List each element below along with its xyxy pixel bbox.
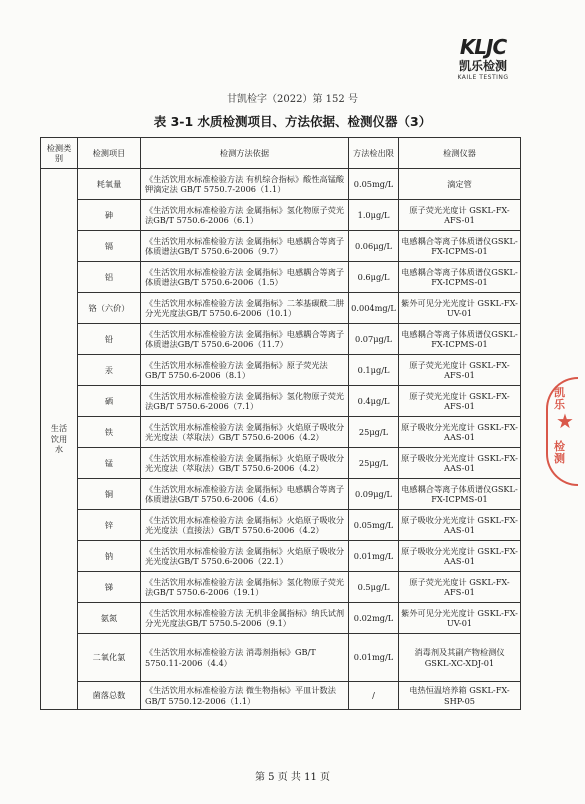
instrument-cell: 原子吸收分光光度计 GSKL-FX-AAS-01 [399,448,521,479]
instrument-cell: 电感耦合等离子体质谱仪GSKL-FX-ICPMS-01 [399,324,521,355]
method-cell: 《生活饮用水标准检验方法 金属指标》电感耦合等离子体质谱法GB/T 5750.6-2006（4.6） [141,479,349,510]
instrument-cell: 电热恒温培养箱 GSKL-FX-SHP-05 [399,682,521,710]
page-footer: 第 5 页 共 11 页 [255,772,330,783]
item-cell: 耗氧量 [78,169,141,200]
limit-cell: 0.01mg/L [349,634,399,682]
item-cell: 二氧化氯 [78,634,141,682]
method-cell: 《生活饮用水标准检验方法 金属指标》氢化物原子荧光法GB/T 5750.6-2006（7.1） [141,386,349,417]
item-cell: 锑 [78,572,141,603]
item-cell: 菌落总数 [78,682,141,710]
method-cell: 《生活饮用水标准检验方法 金属指标》火焰原子吸收分光光度法（萃取法）GB/T 5750.6-2006（4.2） [141,448,349,479]
item-cell: 铝 [78,262,141,293]
table-row [41,572,521,603]
table-row [41,293,521,324]
limit-cell: / [349,682,399,710]
item-cell: 砷 [78,200,141,231]
method-cell: 《生活饮用水标准检验方法 金属指标》电感耦合等离子体质谱法GB/T 5750.6-2006（9.7） [141,231,349,262]
seal-text-bottom: 检测 [554,440,565,465]
method-cell: 《生活饮用水标准检验方法 金属指标》电感耦合等离子体质谱法GB/T 5750.6-2006（11.7） [141,324,349,355]
instrument-cell: 消毒剂及其副产物检测仪 GSKL-XC-XDJ-01 [399,634,521,682]
table-row [41,386,521,417]
limit-cell: 0.05mg/L [349,510,399,541]
limit-cell: 0.02mg/L [349,603,399,634]
table-row [41,262,521,293]
company-logo [448,36,518,94]
item-cell: 汞 [78,355,141,386]
logo-english-name: KAILE TESTING [457,74,509,81]
table-row [41,510,521,541]
instrument-cell: 滴定管 [399,169,521,200]
method-cell: 《生活饮用水标准检验方法 金属指标》电感耦合等离子体质谱法GB/T 5750.6-2006（1.5） [141,262,349,293]
method-cell: 《生活饮用水标准检验方法 金属指标》火焰原子吸收分光光度法GB/T 5750.6-2006（22.1） [141,541,349,572]
instrument-cell: 电感耦合等离子体质谱仪GSKL-FX-ICPMS-01 [399,479,521,510]
method-cell: 《生活饮用水标准检验方法 有机综合指标》酸性高锰酸钾滴定法 GB/T 5750.7-2006（1.1） [141,169,349,200]
item-cell: 铅 [78,324,141,355]
item-cell: 硒 [78,386,141,417]
header-instrument: 检测仪器 [399,138,521,169]
limit-cell: 0.05mg/L [349,169,399,200]
limit-cell: 25μg/L [349,448,399,479]
item-cell: 铬（六价） [78,293,141,324]
limit-cell: 0.09μg/L [349,479,399,510]
seal-text-top: 凯乐 [554,386,565,411]
table-row [41,417,521,448]
table-row [41,634,521,682]
header-limit: 方法检出限 [349,138,399,169]
instrument-cell: 原子荧光光度计 GSKL-FX-AFS-01 [399,386,521,417]
instrument-cell: 原子荧光光度计 GSKL-FX-AFS-01 [399,200,521,231]
instrument-cell: 紫外可见分光光度计 GSKL-FX-UV-01 [399,293,521,324]
instrument-cell: 紫外可见分光光度计 GSKL-FX-UV-01 [399,603,521,634]
document-number: 甘凯检字（2022）第 152 号 [227,94,358,105]
header-category: 检测类别 [41,138,78,169]
table-row [41,355,521,386]
limit-cell: 0.07μg/L [349,324,399,355]
limit-cell: 0.4μg/L [349,386,399,417]
category-cell: 生活饮用水 [41,169,78,710]
item-cell: 钠 [78,541,141,572]
logo-mark: KLJC [459,35,507,59]
method-cell: 《生活饮用水标准检验方法 金属指标》原子荧光法GB/T 5750.6-2006（8.1） [141,355,349,386]
header-method: 检测方法依据 [141,138,349,169]
instrument-cell: 电感耦合等离子体质谱仪GSKL-FX-ICPMS-01 [399,262,521,293]
item-cell: 锌 [78,510,141,541]
table-row [41,169,521,200]
logo-chinese-name: 凯乐检测 [458,59,507,73]
company-seal [546,377,578,486]
method-cell: 《生活饮用水标准检验方法 微生物指标》平皿计数法GB/T 5750.12-2006（1.1） [141,682,349,710]
item-cell: 锰 [78,448,141,479]
table-row [41,324,521,355]
water-test-table [40,137,521,710]
item-cell: 铁 [78,417,141,448]
item-cell: 镉 [78,231,141,262]
method-cell: 《生活饮用水标准检验方法 金属指标》氢化物原子荧光法GB/T 5750.6-2006（19.1） [141,572,349,603]
table-row [41,541,521,572]
item-cell: 铜 [78,479,141,510]
table-header-row [41,138,521,169]
table-row [41,200,521,231]
seal-star-icon: ★ [556,409,574,433]
limit-cell: 1.0μg/L [349,200,399,231]
table-row [41,231,521,262]
limit-cell: 0.01mg/L [349,541,399,572]
method-cell: 《生活饮用水标准检验方法 无机非金属指标》纳氏试剂分光光度法GB/T 5750.5-2006（9.1） [141,603,349,634]
table-row [41,479,521,510]
limit-cell: 0.6μg/L [349,262,399,293]
limit-cell: 0.1μg/L [349,355,399,386]
table-row [41,682,521,710]
table-row [41,603,521,634]
header-item: 检测项目 [78,138,141,169]
instrument-cell: 原子吸收分光光度计 GSKL-FX-AAS-01 [399,541,521,572]
instrument-cell: 原子吸收分光光度计 GSKL-FX-AAS-01 [399,510,521,541]
limit-cell: 0.004mg/L [349,293,399,324]
instrument-cell: 原子荧光光度计 GSKL-FX-AFS-01 [399,355,521,386]
table-title: 表 3-1 水质检测项目、方法依据、检测仪器（3） [153,114,432,129]
limit-cell: 0.06μg/L [349,231,399,262]
table-row [41,448,521,479]
instrument-cell: 电感耦合等离子体质谱仪GSKL-FX-ICPMS-01 [399,231,521,262]
method-cell: 《生活饮用水标准检验方法 消毒剂指标》GB/T 5750.11-2006（4.4） [141,634,349,682]
instrument-cell: 原子吸收分光光度计 GSKL-FX-AAS-01 [399,417,521,448]
instrument-cell: 原子荧光光度计 GSKL-FX-AFS-01 [399,572,521,603]
method-cell: 《生活饮用水标准检验方法 金属指标》氢化物原子荧光法GB/T 5750.6-2006（6.1） [141,200,349,231]
limit-cell: 0.5μg/L [349,572,399,603]
method-cell: 《生活饮用水标准检验方法 金属指标》二苯基碳酰二肼分光光度法GB/T 5750.6-2006（10.1） [141,293,349,324]
limit-cell: 25μg/L [349,417,399,448]
item-cell: 氨氮 [78,603,141,634]
method-cell: 《生活饮用水标准检验方法 金属指标》火焰原子吸收分光光度法（直接法）GB/T 5750.6-2006（4.2） [141,510,349,541]
table-body [41,169,521,710]
method-cell: 《生活饮用水标准检验方法 金属指标》火焰原子吸收分光光度法（萃取法）GB/T 5750.6-2006（4.2） [141,417,349,448]
